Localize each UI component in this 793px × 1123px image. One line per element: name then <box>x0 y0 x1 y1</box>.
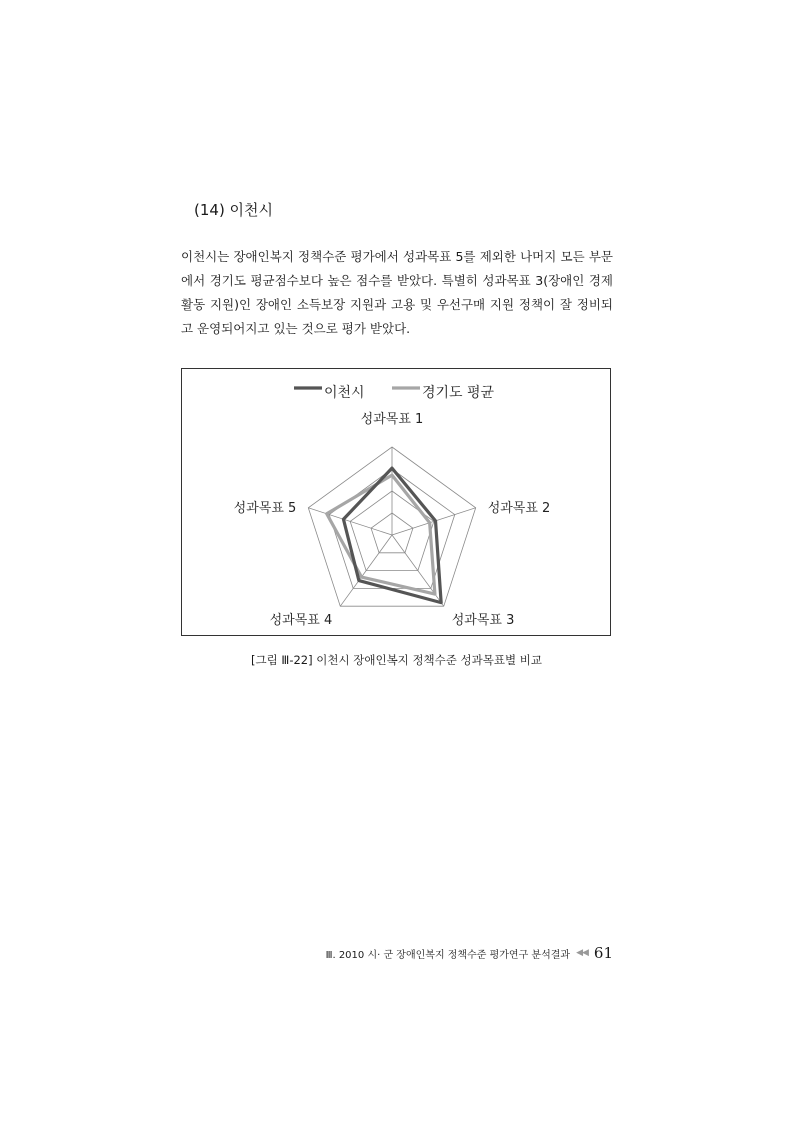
axis-label: 성과목표 1 <box>360 412 424 427</box>
paragraph-text: 이천시는 장애인복지 정책수준 평가에서 성과목표 5를 제외한 나머지 모든 부문에서 경기도 평균점수보다 높은 점수를 받았다. 특별히 성과목표 3(장애인 경제활동 지원)인 장애인 소득보장 지원과 고용 및 우선구매 지원 정책이 잘 정비되고 운영되어지고 있는 것으로 평가 받았다. <box>181 249 613 336</box>
body-paragraph <box>181 245 613 341</box>
radar-chart-svg <box>182 369 610 635</box>
running-title: Ⅲ. 2010 시· 군 장애인복지 정책수준 평가연구 분석결과 <box>325 949 571 961</box>
grid-spoke <box>392 508 476 535</box>
section-title: (14) 이천시 <box>194 201 274 219</box>
axis-label: 성과목표 3 <box>451 613 515 629</box>
legend-label: 이천시 <box>324 385 365 401</box>
arrow-icon: ◀◀ <box>576 948 588 958</box>
series-line-1 <box>327 475 435 594</box>
axis-label: 성과목표 2 <box>487 500 551 516</box>
radar-chart <box>181 368 611 636</box>
axis-label: 성과목표 4 <box>269 613 333 629</box>
page-number: 61 <box>593 944 613 962</box>
figure-caption: [그림 Ⅲ-22] 이천시 장애인복지 정책수준 성과목표별 비교 <box>251 653 542 667</box>
legend-label: 경기도 평균 <box>422 385 495 401</box>
page-footer <box>326 944 613 962</box>
axis-label: 성과목표 5 <box>233 500 297 516</box>
